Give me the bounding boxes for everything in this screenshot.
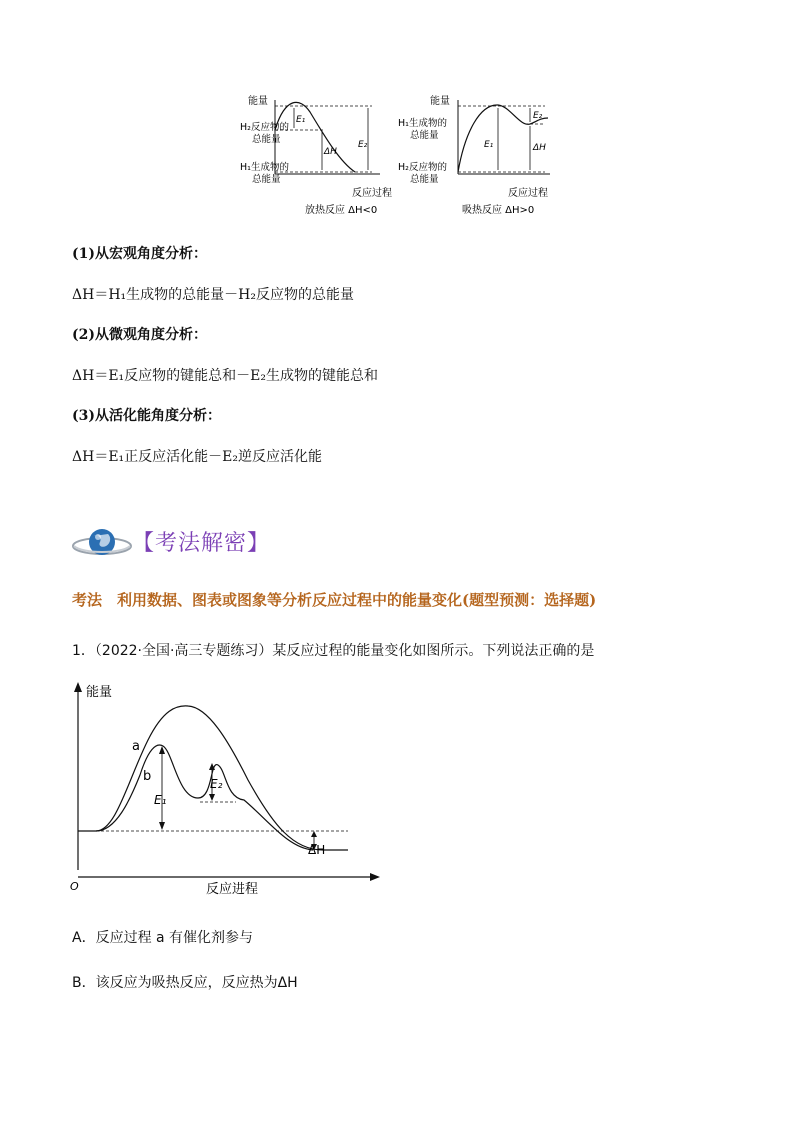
right-lower-label-2: 总能量 xyxy=(410,174,439,185)
left-xlabel: 反应过程 xyxy=(352,188,392,199)
activation-formula: ΔH＝E₁正反应活化能－E₂逆反应活化能 xyxy=(72,449,322,465)
chart-ylabel: 能量 xyxy=(86,685,113,700)
left-upper-label-2: 总能量 xyxy=(252,134,281,145)
section-banner-title: 【考法解密】 xyxy=(132,531,271,556)
curve-b-label: b xyxy=(143,769,152,784)
left-e2: E₂ xyxy=(358,140,368,150)
right-e1: E₁ xyxy=(484,140,494,150)
left-ylabel: 能量 xyxy=(248,96,268,107)
chart-e2: E₂ xyxy=(210,777,223,791)
macro-title: (1)从宏观角度分析： xyxy=(72,246,207,262)
reaction-energy-chart xyxy=(68,680,388,900)
question-stem: 1．（2022·全国·高三专题练习）某反应过程的能量变化如图所示。下列说法正确的是 xyxy=(72,643,595,659)
globe-icon xyxy=(72,524,134,562)
left-lower-label-1: H₁生成物的 xyxy=(240,162,289,173)
activation-title: (3)从活化能角度分析： xyxy=(72,408,221,424)
chart-origin: O xyxy=(70,880,79,893)
right-lower-label-1: H₂反应物的 xyxy=(398,162,447,173)
micro-formula: ΔH＝E₁反应物的键能总和－E₂生成物的键能总和 xyxy=(72,368,378,384)
chart-e1: E₁ xyxy=(154,793,167,807)
right-ylabel: 能量 xyxy=(430,96,450,107)
method-heading: 考法 利用数据、图表或图象等分析反应过程中的能量变化(题型预测：选择题) xyxy=(72,591,597,609)
left-dh: ΔH xyxy=(324,147,337,157)
right-e2: E₂ xyxy=(533,111,543,121)
macro-formula: ΔH＝H₁生成物的总能量－H₂反应物的总能量 xyxy=(72,287,354,303)
left-lower-label-2: 总能量 xyxy=(252,174,281,185)
right-dh: ΔH xyxy=(533,143,546,153)
left-upper-label-1: H₂反应物的 xyxy=(240,122,289,133)
chart-dh: ΔH xyxy=(308,843,326,857)
micro-title: (2)从微观角度分析： xyxy=(72,327,207,343)
curve-a-label: a xyxy=(132,739,140,754)
right-upper-label-2: 总能量 xyxy=(410,130,439,141)
left-e1: E₁ xyxy=(296,115,306,125)
option-a: A．反应过程 a 有催化剂参与 xyxy=(72,930,254,946)
right-caption: 吸热反应 ΔH>0 xyxy=(462,205,535,216)
energy-diagrams xyxy=(230,92,560,222)
exothermic-diagram xyxy=(275,100,380,174)
chart-xlabel: 反应进程 xyxy=(206,882,259,897)
right-xlabel: 反应过程 xyxy=(508,188,548,199)
option-b: B．该反应为吸热反应，反应热为ΔH xyxy=(72,975,298,991)
left-caption: 放热反应 ΔH<0 xyxy=(305,205,378,216)
right-upper-label-1: H₁生成物的 xyxy=(398,118,447,129)
